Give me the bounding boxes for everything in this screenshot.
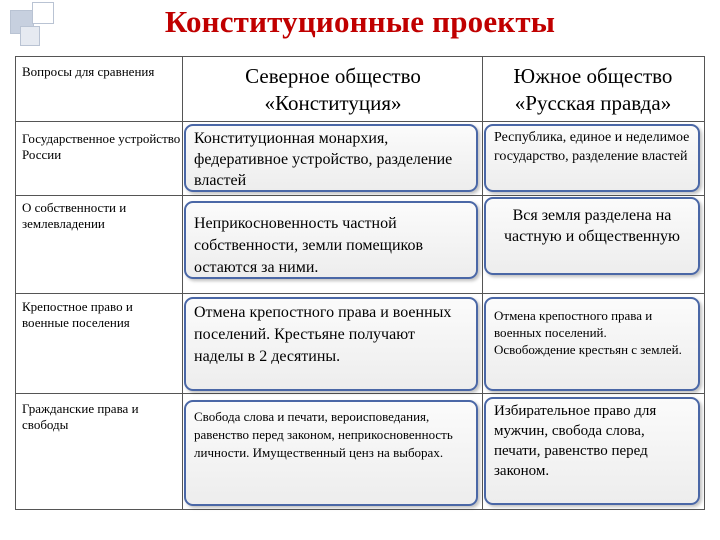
row-question: О собственности и землевладении (22, 200, 127, 231)
south-cell: Республика, единое и неделимое государство, разделение властей (484, 124, 700, 192)
row-question: Крепостное право и военные поселения (22, 299, 133, 330)
north-cell: Свобода слова и печати, вероисповедания, равенство перед законом, неприкосновенность личности. Имущественный ценз на выборах. (184, 400, 478, 506)
slide-title: Конституционные проекты (164, 4, 556, 39)
table-divider (482, 57, 483, 509)
table-divider (182, 57, 183, 509)
row-question: Государственное устройство России (22, 131, 181, 162)
decor-square (32, 2, 54, 24)
header-questions: Вопросы для сравнения (22, 64, 155, 79)
south-cell: Избирательное право для мужчин, свобода слова, печати, равенство перед законом. (484, 397, 700, 505)
table-divider (16, 195, 704, 196)
decor-square (20, 26, 40, 46)
table-divider (16, 293, 704, 294)
header-south-line1: Южное общество (513, 64, 673, 88)
north-cell: Конституционная монархия, федеративное устройство, разделение властей (184, 124, 478, 192)
header-south-line2: «Русская правда» (514, 91, 672, 115)
header-north-line1: Северное общество (245, 64, 421, 88)
table-divider (16, 393, 704, 394)
row-question: Гражданские права и свободы (22, 401, 139, 432)
north-cell: Отмена крепостного права и военных поселений. Крестьяне получают наделы в 2 десятины. (184, 297, 478, 391)
north-cell: Неприкосновенность частной собственности, земли помещиков остаются за ними. (184, 201, 478, 279)
header-north (188, 63, 478, 117)
south-cell: Вся земля разделена на частную и общественную (484, 197, 700, 275)
comparison-table (15, 56, 705, 510)
header-south (486, 63, 700, 117)
south-cell: Отмена крепостного права и военных поселений. Освобождение крестьян с землей. (484, 297, 700, 391)
table-divider (16, 121, 704, 122)
header-north-line2: «Конституция» (264, 91, 402, 115)
